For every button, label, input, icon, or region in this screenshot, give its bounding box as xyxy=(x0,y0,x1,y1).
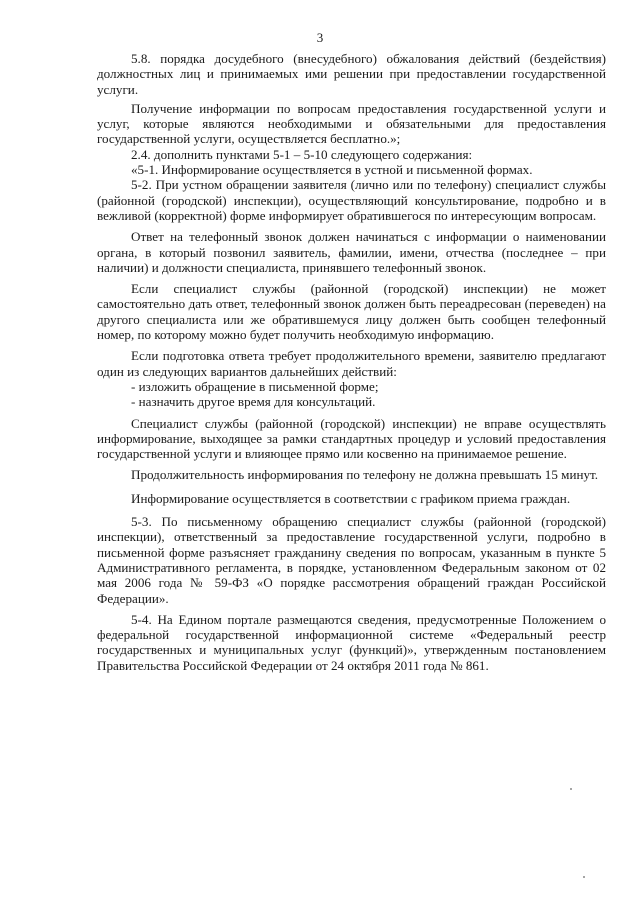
paragraph-redirect: Если специалист службы (районной (городской) инспекции) не может самостоятельно дать ответ, телефонный звонок должен быть переадресован (переведен) на другого специалиста или же обратившемуся лицу должен быть сообщен телефонный номер, по которому можно будет получить необходимую информацию. xyxy=(97,281,606,343)
paragraph-5-8: 5.8. порядка досудебного (внесудебного) обжалования действий (бездействия) должностных лиц и принимаемых ими решении при предоставлении государственной услуги. xyxy=(97,51,606,97)
paragraph-2-4: 2.4. дополнить пунктами 5-1 – 5-10 следующего содержания: xyxy=(131,146,473,162)
paragraph-duration: Продолжительность информирования по телефону не должна превышать 15 минут. xyxy=(131,467,599,483)
paragraph-restrictions: Специалист службы (районной (городской) инспекции) не вправе осуществлять информирование, выходящее за рамки стандартных процедур и условий предоставления государственной услуги и влияющее прямо или косвенно на принимаемое решение. xyxy=(97,415,606,462)
scan-speck xyxy=(583,876,585,878)
paragraph-schedule: Информирование осуществляется в соответствии с графиком приема граждан. xyxy=(131,490,571,506)
paragraph-free-info: Получение информации по вопросам предоставления государственной услуги и услуг, которые являются необходимыми и обязательными для предоставления государственной услуги, осуществляется бесплатно.»; xyxy=(97,100,606,147)
paragraph-long-answer: Если подготовка ответа требует продолжительного времени, заявителю предлагают один из следующих вариантов дальнейших действий: xyxy=(97,348,606,379)
document-body xyxy=(97,51,606,673)
paragraph-phone-answer: Ответ на телефонный звонок должен начинаться с информации о наименовании органа, в который позвонил заявитель, фамилии, имени, отчества (последнее – при наличии) и должности специалиста, принявшего телефонный звонок. xyxy=(97,229,606,275)
paragraph-5-1: «5-1. Информирование осуществляется в устной и письменной формах. xyxy=(131,162,533,178)
scan-speck xyxy=(570,788,572,790)
page-number: 3 xyxy=(316,30,324,45)
list-item-written-form: - изложить обращение в письменной форме; xyxy=(131,378,379,394)
list-item-other-time: - назначить другое время для консультаций. xyxy=(131,394,376,410)
paragraph-5-3: 5-3. По письменному обращению специалист службы (районной (городской) инспекции), ответственный за предоставление государственной услуги, подробно в письменной форме разъясняет гражданину сведения по вопросам, указанным в пункте 5 Административного регламента, в порядке, установленном Федеральным законом от 02 мая 2006 года № 59-ФЗ «О порядке рассмотрения обращений граждан Российской Федерации». xyxy=(97,514,606,606)
paragraph-5-2: 5-2. При устном обращении заявителя (лично или по телефону) специалист службы (районной (городской) инспекции), осуществляющий консультирование, подробно и в вежливой (корректной) форме информирует обратившегося по интересующим вопросам. xyxy=(97,177,606,223)
paragraph-5-4: 5-4. На Едином портале размещаются сведения, предусмотренные Положением о федеральной государственной информационной системе «Федеральный реестр государственных и муниципальных услуг (функций)», утвержденным постановлением Правительства Российской Федерации от 24 октября 2011 года № 861. xyxy=(97,611,606,673)
